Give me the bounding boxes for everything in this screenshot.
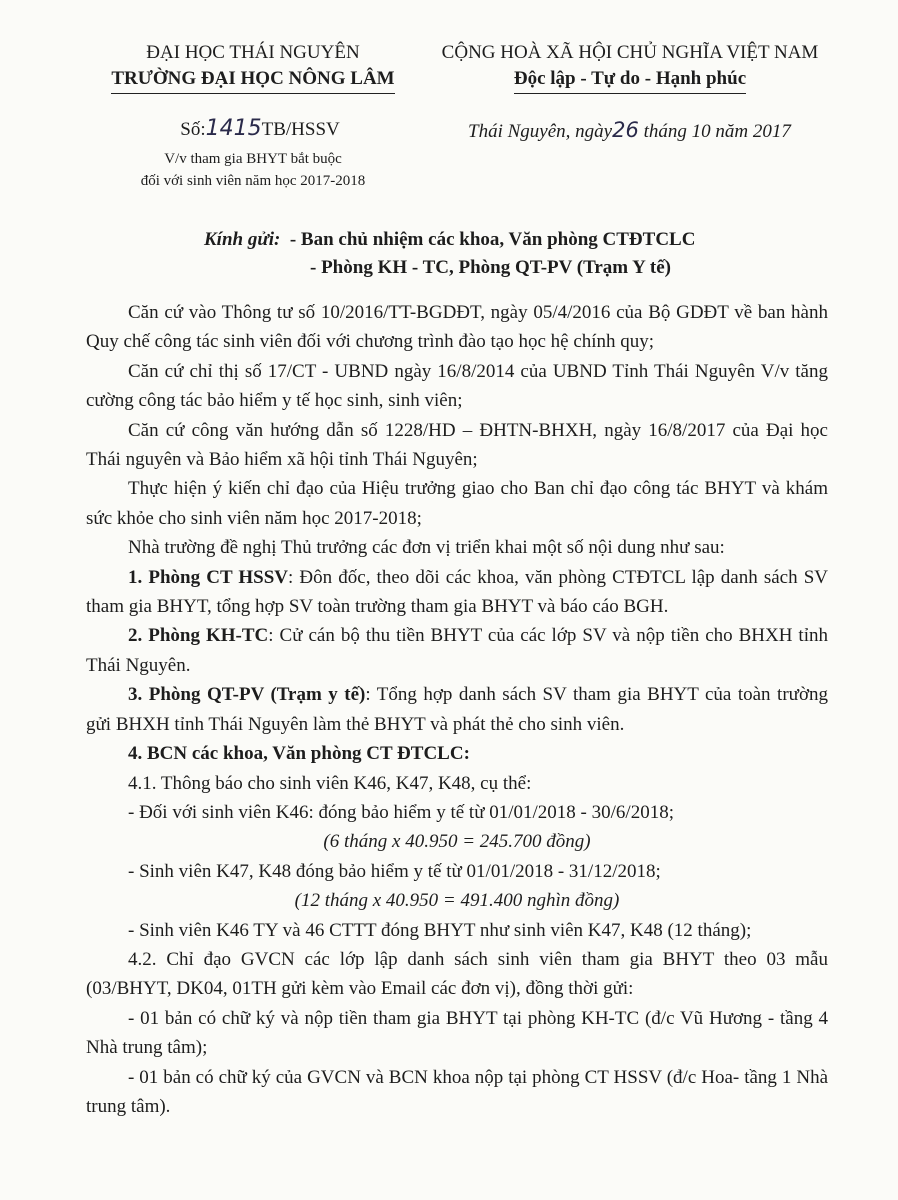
- section-1-heading: 1. Phòng CT HSSV: [128, 566, 289, 588]
- school-name: TRƯỜNG ĐẠI HỌC NÔNG LÂM: [111, 66, 394, 94]
- date-suffix: tháng 10 năm 2017: [643, 121, 791, 142]
- k47-k48-fee-line: - Sinh viên K47, K48 đóng bảo hiểm y tế từ 01/01/2018 - 31/12/2018;: [128, 860, 661, 882]
- section-2-text: : Cử cán bộ thu tiền BHYT của các lớp SV và nộp tiền cho BHXH tỉnh Thái Nguyên.: [86, 625, 828, 676]
- document-subject: [88, 148, 418, 192]
- document-number: [110, 116, 410, 141]
- k47-k48-fee-calculation: (12 tháng x 40.950 = 491.400 nghìn đồng): [294, 890, 620, 912]
- legal-basis-1: Căn cứ vào Thông tư số 10/2016/TT-BGDĐT, ngày 05/4/2016 của Bộ GDĐT về ban hành Quy chế công tác sinh viên đối với chương trình đào tạo học hệ chính quy;: [86, 302, 828, 353]
- doc-number-handwritten: 1415: [205, 116, 262, 141]
- national-motto: Độc lập - Tự do - Hạnh phúc: [514, 66, 746, 94]
- date-day-handwritten: 26: [612, 118, 639, 142]
- section-3: [86, 680, 828, 739]
- section-2-heading: 2. Phòng KH-TC: [128, 625, 269, 647]
- legal-basis-2: Căn cứ chỉ thị số 17/CT - UBND ngày 16/8/2014 của UBND Tỉnh Thái Nguyên V/v tăng cường công tác bảo hiểm y tế học sinh, sinh viên;: [86, 360, 828, 412]
- request-intro: Nhà trường đề nghị Thủ trưởng các đơn vị triển khai một số nội dung như sau:: [128, 537, 725, 559]
- section-4: [86, 739, 828, 768]
- k46-fee-calculation: (6 tháng x 40.950 = 245.700 đồng): [323, 831, 591, 853]
- subject-line-1: V/v tham gia BHYT bắt buộc: [164, 151, 342, 167]
- subject-line-2: đối với sinh viên năm học 2017-2018: [140, 173, 366, 189]
- nation-name: CỘNG HOÀ XÃ HỘI CHỦ NGHĨA VIỆT NAM: [441, 42, 819, 63]
- directive-paragraph: Thực hiện ý kiến chỉ đạo của Hiệu trưởng giao cho Ban chỉ đạo công tác BHYT và khám sức khỏe cho sinh viên năm học 2017-2018;: [86, 478, 828, 529]
- doc-number-suffix: TB/HSSV: [261, 119, 340, 140]
- issuer-header: [88, 40, 418, 94]
- section-4-colon: :: [463, 743, 470, 765]
- k46-fee-line: - Đối với sinh viên K46: đóng bảo hiểm y tế từ 01/01/2018 - 30/6/2018;: [128, 801, 674, 823]
- national-header: [420, 40, 840, 94]
- recipients-block: [204, 226, 824, 282]
- issue-date: [468, 118, 848, 143]
- section-4-heading: 4. BCN các khoa, Văn phòng CT ĐTCLC: [128, 743, 464, 765]
- date-prefix: Thái Nguyên, ngày: [468, 121, 613, 142]
- section-2: [86, 621, 828, 680]
- recipient-line-1: - Ban chủ nhiệm các khoa, Văn phòng CTĐTCLC: [289, 229, 696, 250]
- recipient-line-2: - Phòng KH - TC, Phòng QT-PV (Trạm Y tế): [310, 257, 672, 278]
- section-1-text: : Đôn đốc, theo dõi các khoa, văn phòng CTĐTCL lập danh sách SV tham gia BHYT, tổng hợp SV toàn trường tham gia BHYT và báo cáo BGH.: [86, 566, 828, 618]
- item-4-2: 4.2. Chỉ đạo GVCN các lớp lập danh sách sinh viên tham gia BHYT theo 03 mẫu (03/BHYT, DK04, 01TH gửi kèm vào Email các đơn vị), đồng thời gửi:: [86, 948, 828, 1000]
- legal-basis-3: Căn cứ công văn hướng dẫn số 1228/HD – ĐHTN-BHXH, ngày 16/8/2017 của Đại học Thái nguyên và Bảo hiểm xã hội tỉnh Thái Nguyên;: [86, 419, 828, 471]
- recipients-label: Kính gửi:: [204, 229, 281, 250]
- item-4-1: 4.1. Thông báo cho sinh viên K46, K47, K48, cụ thể:: [128, 772, 532, 794]
- copy-2-instruction: - 01 bản có chữ ký của GVCN và BCN khoa nộp tại phòng CT HSSV (đ/c Hoa- tầng 1 Nhà trung tâm).: [86, 1066, 828, 1117]
- copy-1-instruction: - 01 bản có chữ ký và nộp tiền tham gia BHYT tại phòng KH-TC (đ/c Vũ Hương - tầng 4 Nhà trung tâm);: [86, 1007, 828, 1059]
- doc-number-prefix: Số:: [180, 119, 206, 140]
- document-body: [86, 298, 828, 1121]
- parent-organization: ĐẠI HỌC THÁI NGUYÊN: [146, 42, 360, 63]
- section-3-heading: 3. Phòng QT-PV (Trạm y tế): [128, 684, 366, 706]
- k46ty-fee-line: - Sinh viên K46 TY và 46 CTTT đóng BHYT như sinh viên K47, K48 (12 tháng);: [128, 919, 752, 941]
- section-1: [86, 563, 828, 622]
- section-3-text: : Tổng hợp danh sách SV tham gia BHYT của toàn trường gửi BHXH tỉnh Thái Nguyên làm thẻ BHYT và phát thẻ cho sinh viên.: [86, 684, 828, 735]
